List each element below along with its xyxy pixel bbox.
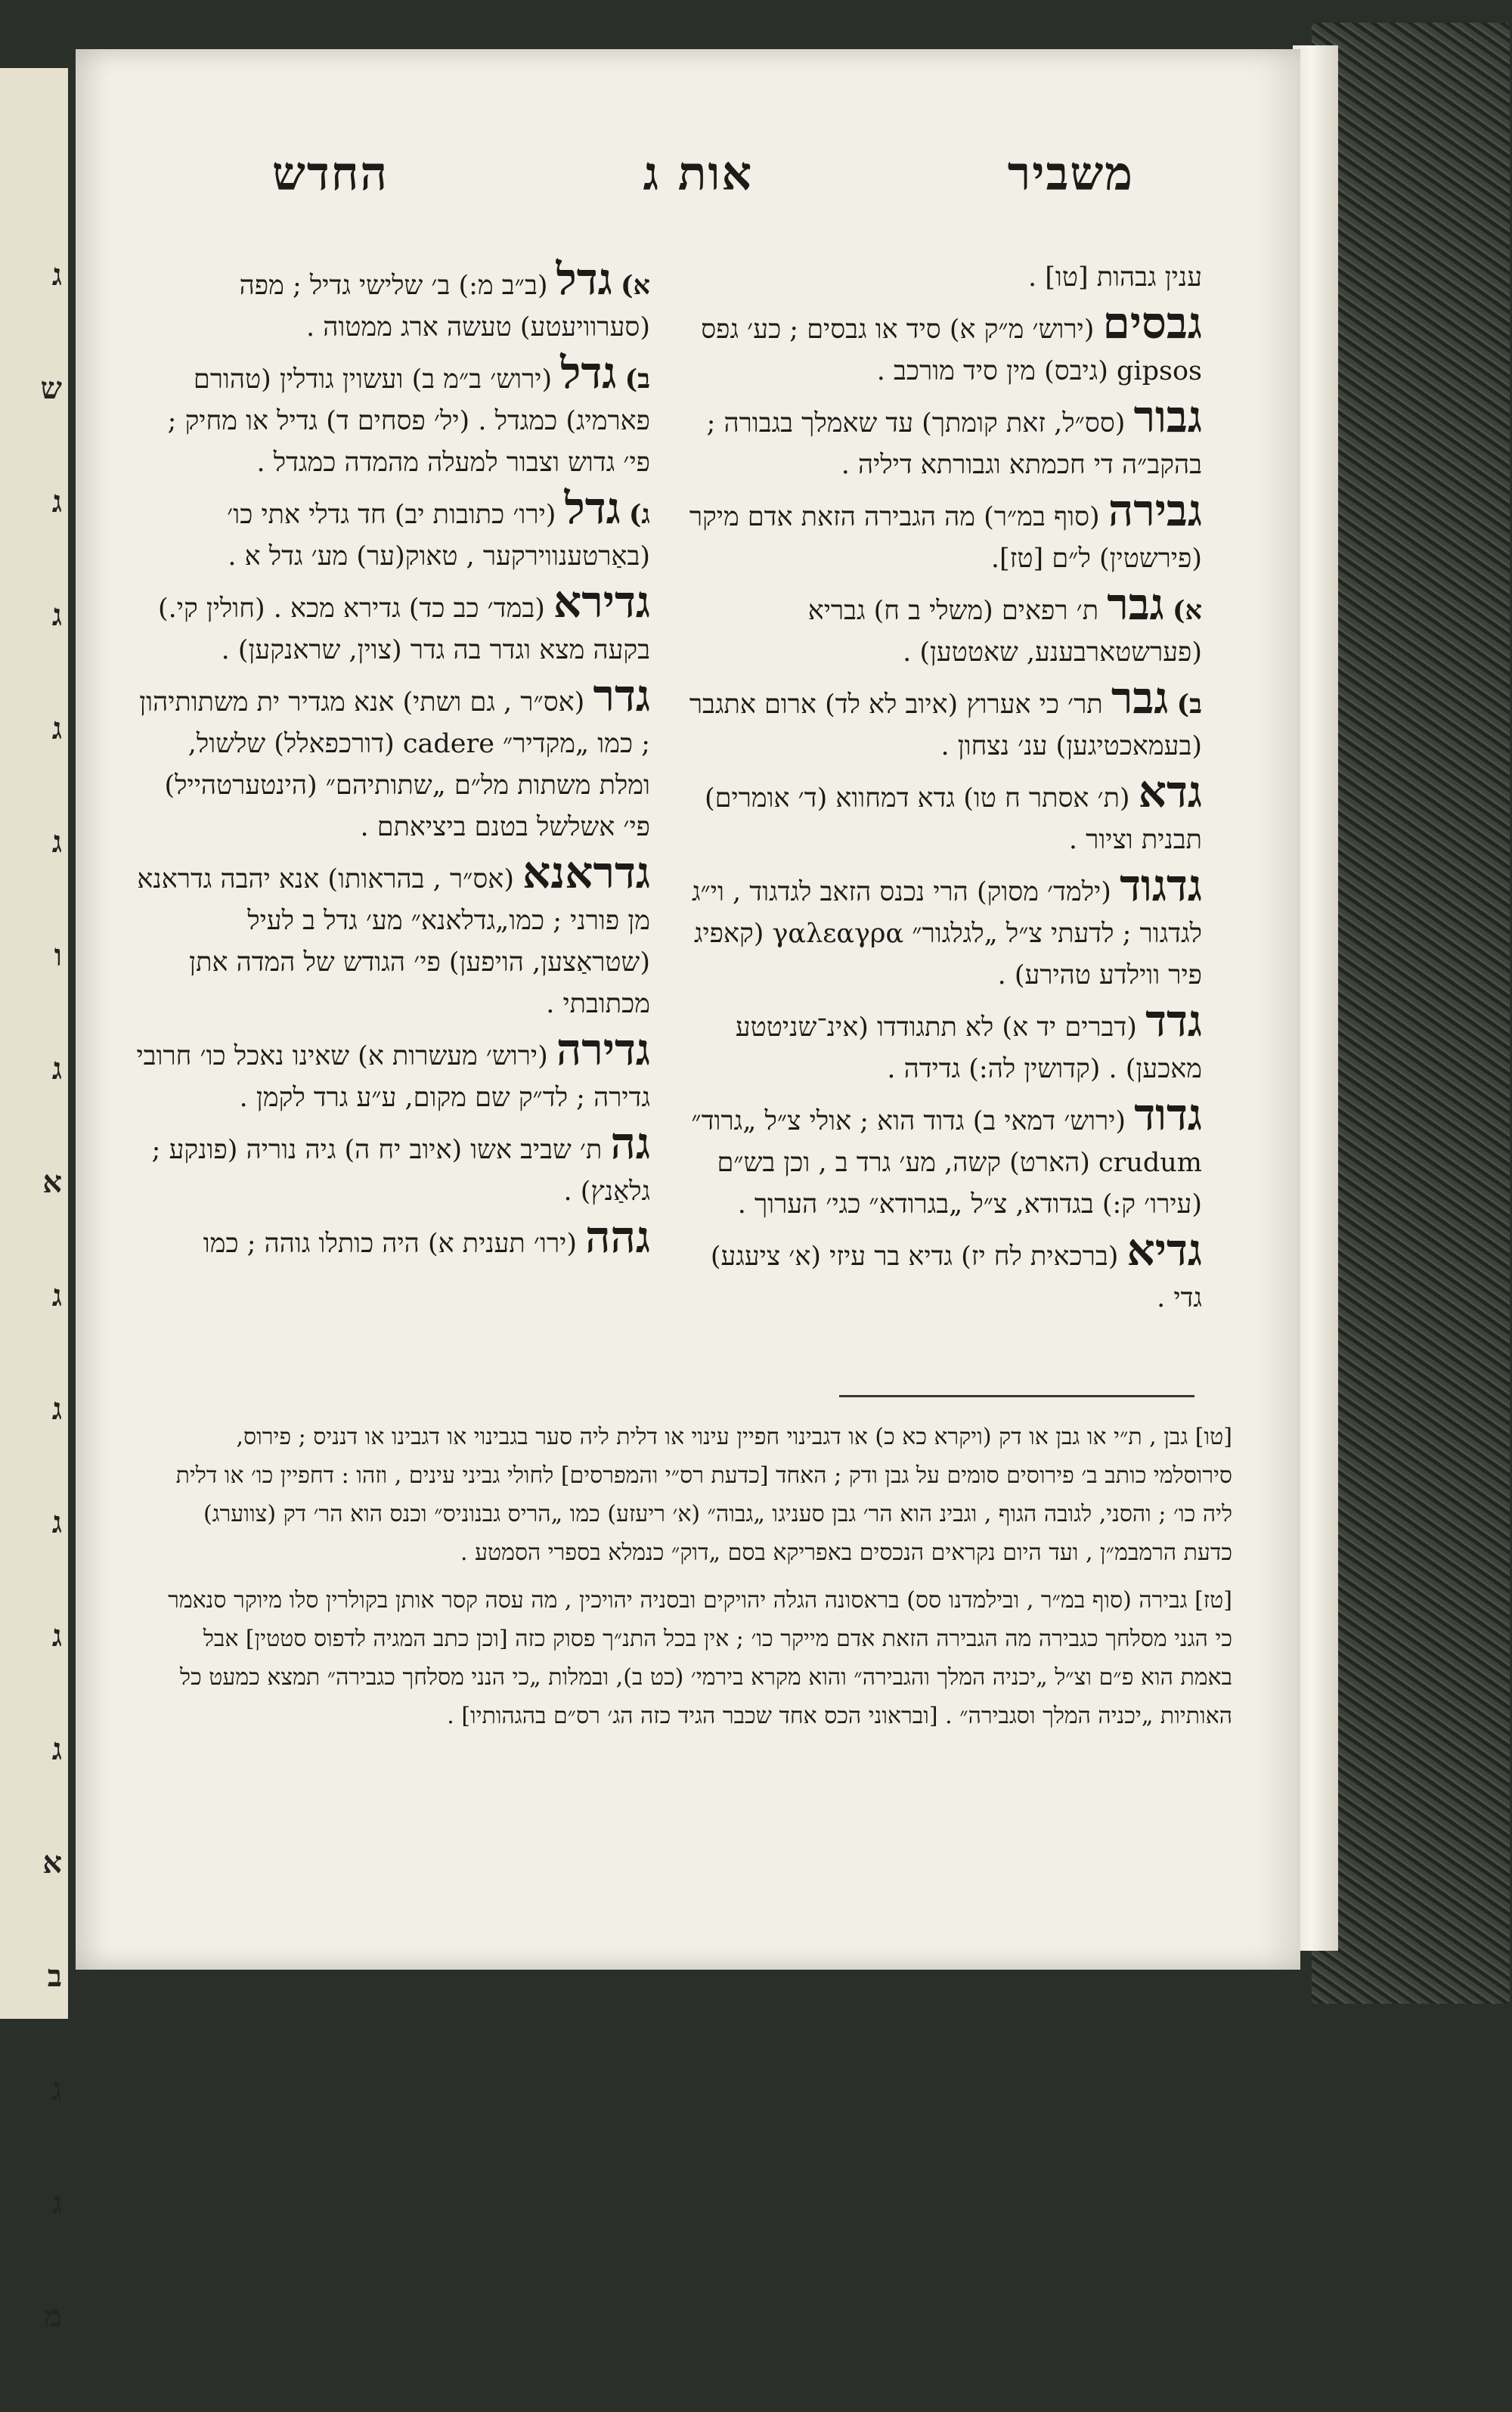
margin-letter: ג <box>51 2072 62 2107</box>
dictionary-entry <box>688 766 1202 861</box>
margin-letter: ב <box>47 1958 62 1994</box>
margin-letter: ג <box>51 1505 62 1540</box>
entry-headword: גדל <box>560 347 617 398</box>
margin-letter: ש <box>40 370 62 406</box>
dictionary-entry <box>688 257 1202 299</box>
entry-headword: גדד <box>1145 995 1202 1046</box>
dictionary-entry <box>688 995 1202 1090</box>
entry-definition: (במד׳ כב כד) גדירא מכא . (חולין קי.) בקעה מצא וגדר בה גדר (צוין, שראנקען) . <box>158 594 650 665</box>
entry-headword: גה <box>610 1118 650 1169</box>
entry-headword: גבירה <box>1108 485 1202 536</box>
running-head-right: משביר <box>1007 146 1134 201</box>
entry-definition: ת׳ שביב אשו (איוב יח ה) גיה נוריה (פונקע ; גלאַנץ) . <box>151 1135 650 1207</box>
margin-letter: מ <box>44 2299 62 2334</box>
dictionary-entry <box>136 482 650 578</box>
entry-number: א) <box>620 270 650 301</box>
margin-letter: ג <box>51 257 62 293</box>
dictionary-entry <box>688 672 1202 767</box>
entry-headword: גבר <box>1111 672 1169 724</box>
dictionary-entry <box>136 253 650 349</box>
entry-definition: (סס״ל, זאת קומתך) עד שאמלך בגבורה ; בהקב״ה די חכמתא וגבורתא דיליה . <box>706 408 1202 480</box>
entry-headword: גדר <box>593 670 650 721</box>
entry-definition: (ת׳ אסתר ח טו) גדא דמחווא (ד׳ אומרים) תבנית וציור . <box>704 783 1202 855</box>
margin-letter: ג <box>51 1731 62 1767</box>
dictionary-entry <box>688 485 1202 580</box>
entry-definition: (ירוש׳ מ״ק א) סיד או גבסים ; כע׳ גפס gipsos (גיבס) מין סיד מורכב . <box>701 315 1202 386</box>
entry-definition: תר׳ כי אערוץ (איוב לא לד) ארום אתגבר (בעמאכטיגען) ענ׳ נצחון . <box>689 690 1202 761</box>
dictionary-entry <box>136 1118 650 1213</box>
margin-letter: ג <box>51 2185 62 2221</box>
dictionary-entry <box>688 1224 1202 1319</box>
entry-headword: גדירה <box>556 1024 650 1075</box>
dictionary-entry <box>136 1024 650 1119</box>
entry-definition: (ילמד׳ מסוק) הרי נכנס הזאב לגדגוד , וי״ג לגדגור ; לדעתי צ״ל „לגלגור״ γαλεαγρα (קאפיג פיר ווילדע טהירע) . <box>691 877 1202 991</box>
entry-headword: גדוד <box>1134 1089 1202 1140</box>
dictionary-entry <box>136 1211 650 1265</box>
entry-definition: (ירוש׳ ב״מ ב) ועשוין גודלין (טהורם פארמיג) כמגדל . (יל׳ פסחים ד) גדיל או מחיק ; פי׳ גדוש וצבור למעלה מהמדה כמגדל . <box>167 364 650 478</box>
entry-headword: גדגוד <box>1120 860 1202 911</box>
entry-definition: (דברים יד א) לא תתגודדו (אינ־שניטטע מאכען) . (קדושין לה:) גדידה . <box>735 1012 1202 1084</box>
footnote-2: [טז] גבירה (סוף במ״ר , ובילמדנו סס) בראסונה הגלה יהויקים ובסניה יהויכין , מה עסה קסר אותן בקולרין סלו מיוקר סנאמר כי הגני מסלחך כגבירה מה הגבירה הזאת אדם מייקר כו׳ ; אין בכל התנ״ך פסוק כזה [וכן כתב המגיה לדפוס סטטין] אבל באמת הוא פ״ם וצ״ל „יכניה המלך והגבירה״ והוא מקרא בירמי׳ (כט ב), ובמלות „כי הנני מסלחך כגבירה״ תמצא כמעט כל האותיות „יכניה המלך וסגבירה״ . [ובראוני הכס אחד שכבר הגיד כזה הג׳ רס״ם בהגהותיו] . <box>168 1587 1232 1729</box>
margin-letter: א <box>42 1164 62 1200</box>
dictionary-entry <box>688 1089 1202 1226</box>
entry-headword: גהה <box>585 1211 650 1263</box>
left-column <box>136 253 650 1267</box>
running-head-center: אות ג <box>643 146 754 201</box>
margin-letter: ג <box>51 1051 62 1087</box>
book-cover <box>1312 23 1510 2004</box>
footnote-1: [טו] גבן , ת״י או גבן או דק (ויקרא כא כ) או דגבינוי חפיין עינוי או דלית ליה סער בגבינוי או דגבינו או דנניס ; פירוס, סירוסלמי כותב ב׳ פירוסים סומים על גבן ודק ; האחד [כדעת רס״י והמפרסים] לחולי גביני עינים , וזהו : דחפיין כו׳ או דלית ליה כו׳ ; והסני, לגובה הגוף , וגבינ הוא הר׳ גבן סעניגו „גבוה״ (א׳ ריעזע) כמו „הריס גבנוניס״ וכנס הוא הר׳ דק (צווערג) כדעת הרמבמ״ן , ועד היום נקראים הנכסים באפריקא בסם „דוק״ כנמלא בספרי הסמטע . <box>175 1424 1232 1566</box>
entry-number: ג) <box>628 499 650 530</box>
running-head-left: החדש <box>272 146 389 201</box>
entry-headword: גדיא <box>1126 1224 1202 1276</box>
entry-headword: גדירא <box>553 576 650 628</box>
entry-headword: גדל <box>556 253 612 305</box>
margin-letter: ג <box>51 1278 62 1313</box>
margin-letter: ג <box>51 1391 62 1427</box>
dictionary-entry <box>688 860 1202 997</box>
entry-headword: גדל <box>564 482 621 534</box>
dictionary-entry <box>136 576 650 671</box>
margin-letter: ג <box>51 597 62 633</box>
entry-definition: (סוף במ״ר) מה הגבירה הזאת אדם מיקר (פירשטין) ל״ם [טז]. <box>689 502 1202 574</box>
entry-number: ב) <box>1176 689 1202 720</box>
entry-definition: (ירו׳ תענית א) היה כותלו גוהה ; כמו <box>203 1229 577 1259</box>
margin-letter: ג <box>51 484 62 519</box>
right-column <box>688 257 1202 1322</box>
dictionary-entry <box>688 391 1202 486</box>
footnotes <box>159 1418 1232 1744</box>
dictionary-entry <box>136 847 650 1025</box>
dictionary-entry <box>688 578 1202 674</box>
dictionary-entry <box>688 297 1202 392</box>
dictionary-entry <box>136 347 650 484</box>
running-head <box>272 132 1134 215</box>
entry-headword: גבור <box>1133 391 1202 442</box>
entry-number: ב) <box>624 364 650 395</box>
entry-definition: (ירוש׳ מעשרות א) שאינו נאכל כו׳ חרובי גדירה ; לד״ק שם מקום, ע״ע גרד לקמן . <box>136 1041 650 1113</box>
footnote-separator <box>839 1395 1194 1397</box>
dictionary-entry <box>136 670 650 848</box>
margin-letter: ו <box>54 938 62 973</box>
entry-definition: (ברכאית לח יז) גדיא בר עיזי (א׳ ציעגע) גדי . <box>710 1242 1202 1313</box>
margin-letter: א <box>42 1845 62 1880</box>
entry-definition: (ירו׳ כתובות יב) חד גדלי אתי כו׳ (באַרטענווירקער , טאוק(ער) מע׳ גדל א . <box>227 500 650 572</box>
entry-definition: (ירוש׳ דמאי ב) גדוד הוא ; אולי צ״ל „גרוד״ crudum (הארט) קשה, מע׳ גרד ב , וכן בש״ם (עירו׳ ק:) בגדודא, צ״ל „בגרודא״ כגי׳ הערוך . <box>691 1106 1202 1220</box>
previous-page-margin <box>0 68 68 2334</box>
dictionary-page <box>76 49 1300 1970</box>
entry-headword: גבר <box>1107 578 1164 630</box>
entry-headword: גדראנא <box>522 847 650 898</box>
entry-definition: (אס״ר , בהראותו) אנא יהבה גדראנא מן פורני ; כמו„גדלאנא״ מע׳ גדל ב לעיל (שטראַצען, הויפען) פי׳ הגודש של המדה אתן מכתובתי . <box>137 864 650 1019</box>
margin-letter: ג <box>51 1618 62 1654</box>
margin-letter: ג <box>51 824 62 860</box>
entry-headword: גבסים <box>1102 297 1202 349</box>
entry-headword: גדא <box>1138 766 1202 817</box>
entry-definition: ת׳ רפאים (משלי ב ח) גבריא (פערשטארבענע, שאטטען) . <box>807 596 1202 668</box>
entry-number: א) <box>1172 595 1202 626</box>
margin-letter: ג <box>51 711 62 746</box>
entry-definition: (ב״ב מ:) ב׳ שלישי גדיל ; מפה (סערוויעטע) טעשה ארג ממטוה . <box>239 271 650 343</box>
entry-definition: (אס״ר , גם ושתי) אנא מגדיר ית משתותיהון ; כמו „מקדיר״ cadere (דורכפאלל) שלשול, ומלת משתות מל״ם „שתותיהם״ (הינטערטהייל) פי׳ אשלשל בטנם ביציאתם . <box>139 687 650 842</box>
entry-definition: ענין גבהות [טו] . <box>1027 262 1202 293</box>
